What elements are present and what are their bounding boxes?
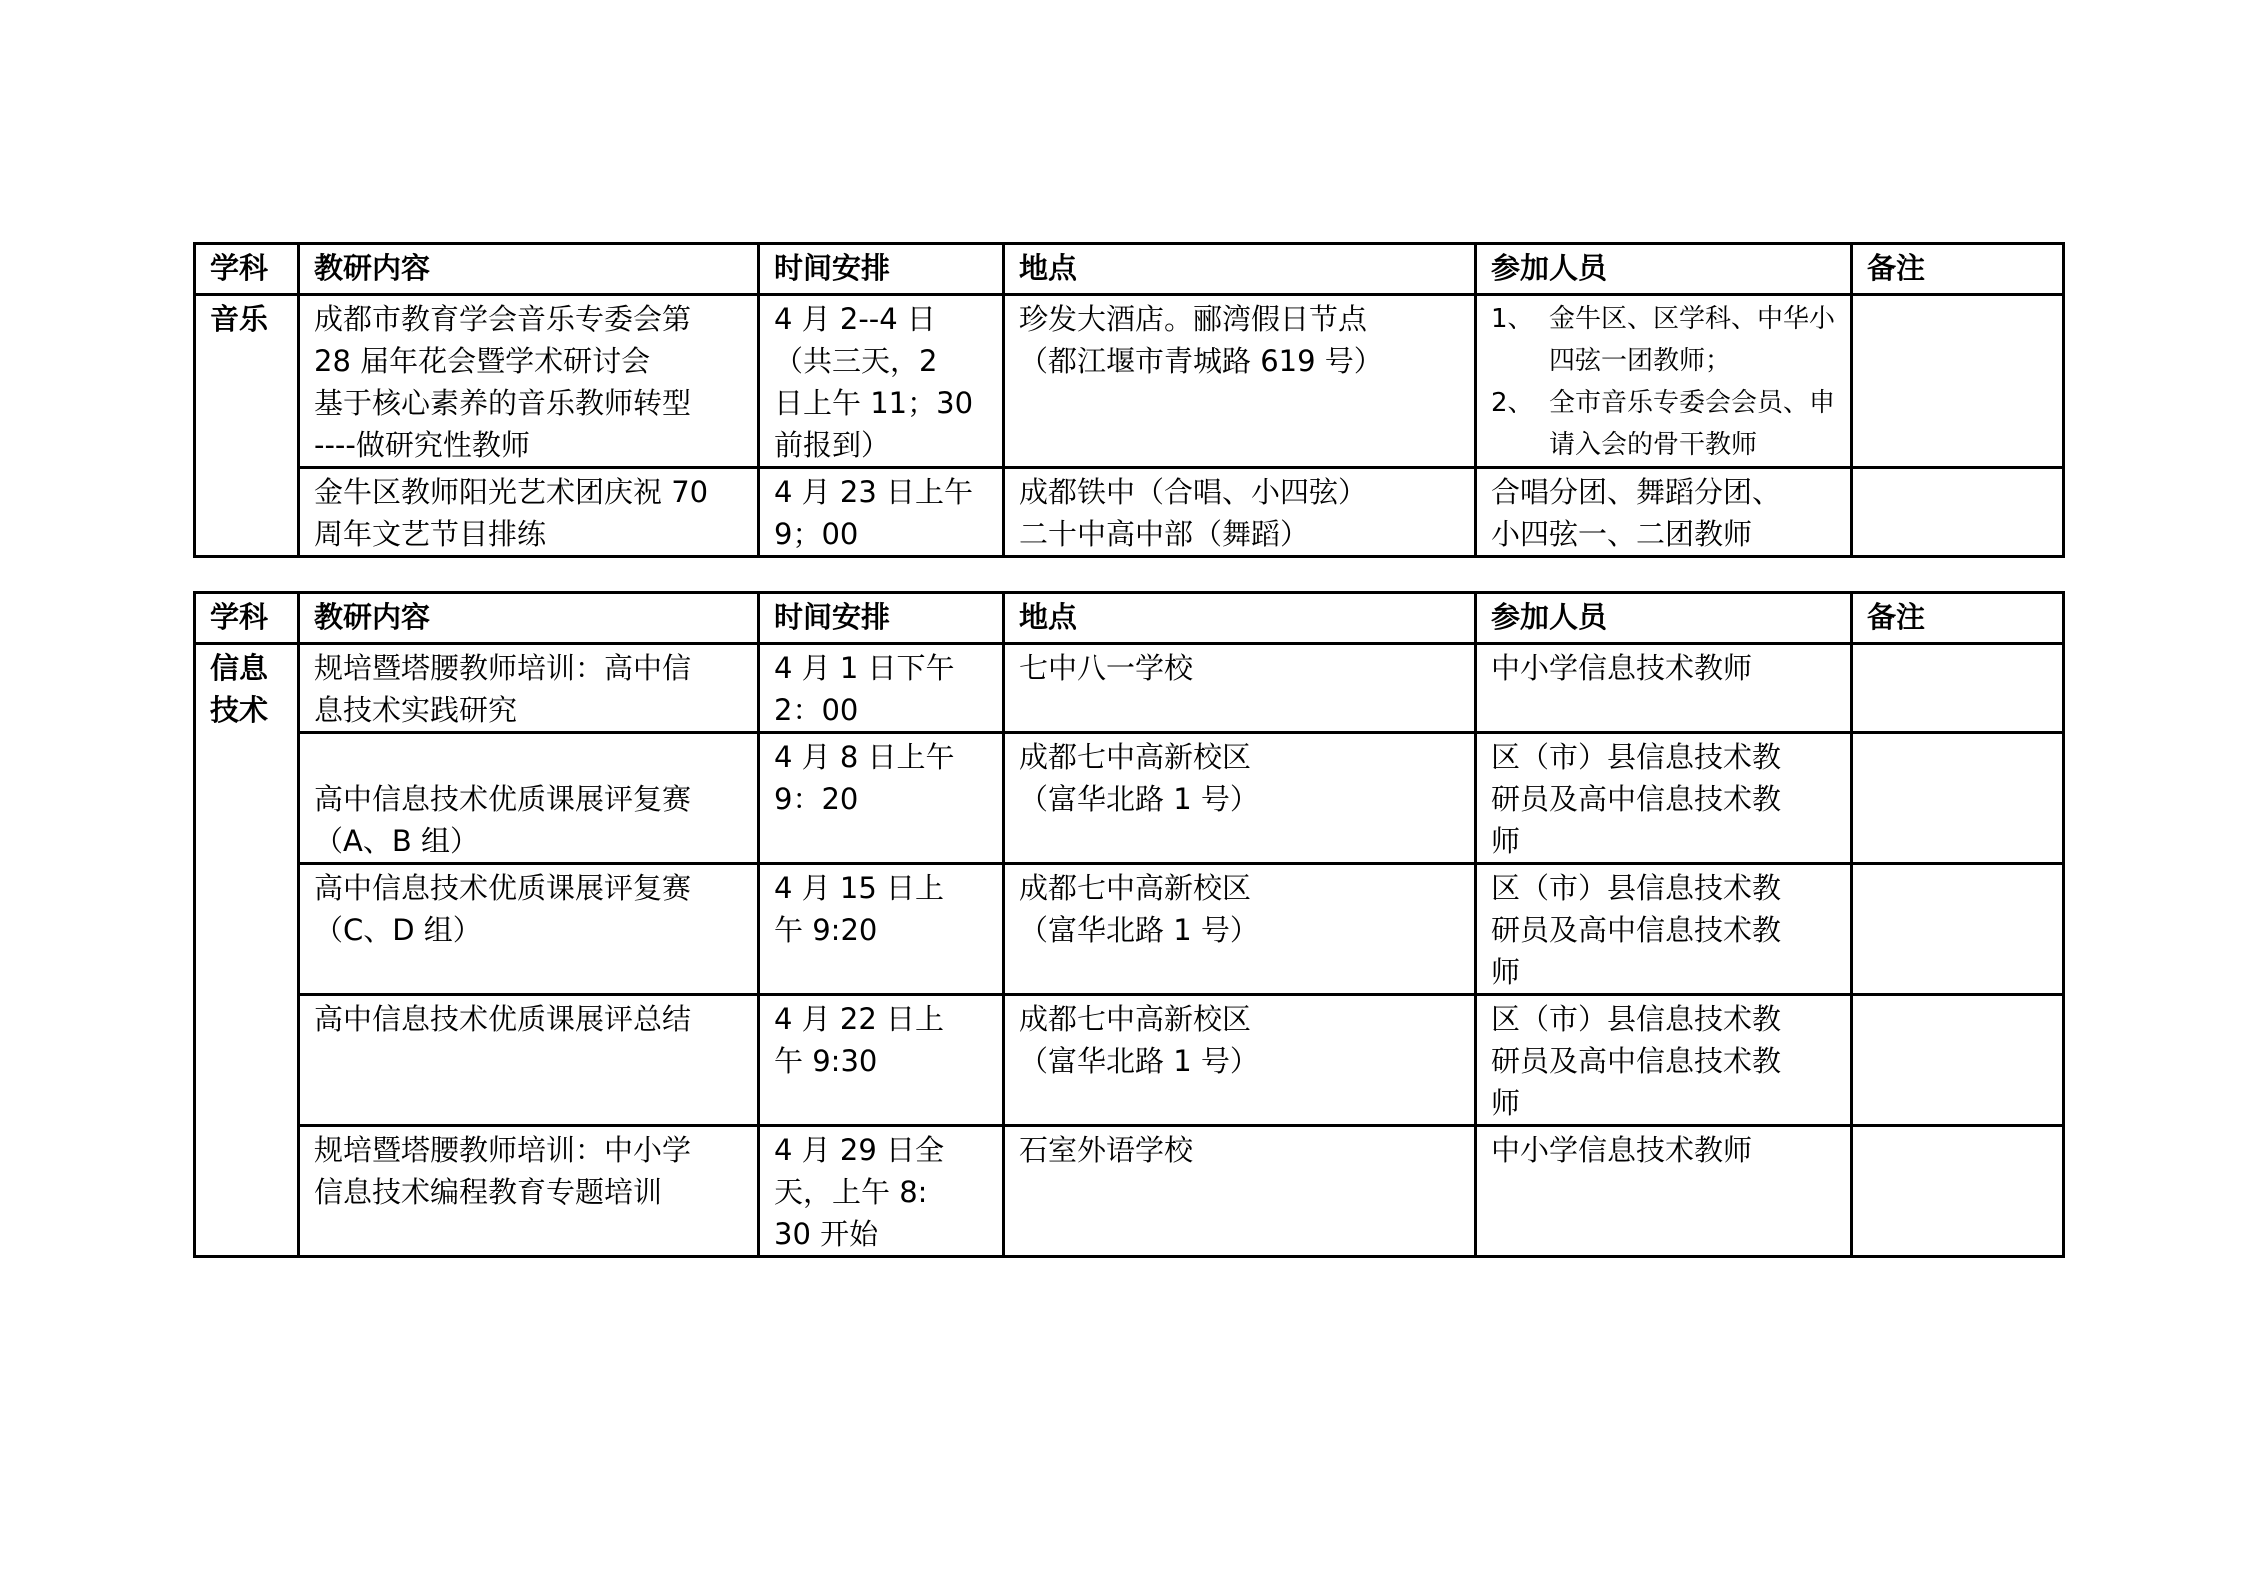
time-line: 4 月 23 日上午 [774,475,974,509]
participants-line: 中小学信息技术教师 [1491,651,1753,685]
header-remarks: 备注 [1852,244,2064,295]
content-line: 金牛区教师阳光艺术团庆祝 70 [314,475,709,509]
remarks-cell [1852,644,2064,733]
header-content: 教研内容 [299,244,759,295]
place-cell [1004,733,1476,864]
remarks-cell [1852,1126,2064,1257]
content-cell [299,864,759,995]
content-cell [299,1126,759,1257]
table-row [195,644,2064,733]
participants-line: 区（市）县信息技术教 [1491,1002,1782,1036]
time-line: 天，上午 8: [774,1175,928,1209]
subject-label: 信息 [210,651,269,685]
time-cell [759,644,1004,733]
participants-cell [1476,864,1852,995]
table-row [195,733,2064,864]
item-number: 1、 [1491,304,1534,334]
content-line: 周年文艺节目排练 [314,517,547,551]
content-cell [299,733,759,864]
time-line: 9：20 [774,782,859,816]
place-line: 珍发大酒店。郦湾假日节点 [1019,302,1368,336]
time-cell [759,1126,1004,1257]
table-row [195,864,2064,995]
participants-item [1491,382,1838,466]
content-cell [299,295,759,468]
subject-label: 音乐 [210,302,269,336]
it-schedule-table [193,591,2065,1258]
place-line: （都江堰市青城路 619 号） [1019,344,1383,378]
content-line: （A、B 组） [314,824,479,858]
remarks-cell [1852,864,2064,995]
table-row [195,1126,2064,1257]
header-content: 教研内容 [299,593,759,644]
time-cell [759,995,1004,1126]
header-subject: 学科 [195,244,299,295]
participants-item [1491,298,1838,382]
content-cell [299,644,759,733]
place-line: 成都七中高新校区 [1019,871,1252,905]
time-line: 4 月 15 日上 [774,871,945,905]
content-line: 28 届年花会暨学术研讨会 [314,344,651,378]
time-line: （共三天，2 [774,344,938,378]
content-line: 息技术实践研究 [314,693,518,727]
place-line: 七中八一学校 [1019,651,1194,685]
header-participants: 参加人员 [1476,244,1852,295]
table-row [195,468,2064,557]
time-line: 日上午 11；30 [774,386,974,420]
place-cell [1004,864,1476,995]
participants-line: 中小学信息技术教师 [1491,1133,1753,1167]
participants-cell [1476,644,1852,733]
place-line: 石室外语学校 [1019,1133,1194,1167]
place-cell [1004,1126,1476,1257]
header-place: 地点 [1004,593,1476,644]
participants-line: 研员及高中信息技术教 [1491,913,1782,947]
time-cell [759,295,1004,468]
participants-line: 区（市）县信息技术教 [1491,871,1782,905]
header-place: 地点 [1004,244,1476,295]
content-line: 规培暨塔腰教师培训：中小学 [314,1133,692,1167]
participants-line: 师 [1491,1086,1521,1120]
remarks-cell [1852,995,2064,1126]
place-cell [1004,644,1476,733]
item-text: 金牛区、区学科、中华小四弦一团教师； [1549,304,1836,376]
participants-line: 合唱分团、舞蹈分团、 [1491,475,1782,509]
place-cell [1004,468,1476,557]
place-line: （富华北路 1 号） [1019,1044,1259,1078]
place-cell [1004,295,1476,468]
participants-cell [1476,468,1852,557]
time-line: 4 月 29 日全 [774,1133,945,1167]
place-line: 成都铁中（合唱、小四弦） [1019,475,1368,509]
time-line: 30 开始 [774,1217,879,1251]
table-header-row [195,593,2064,644]
time-line: 前报到） [774,428,891,462]
time-line: 9；00 [774,517,859,551]
time-line: 午 9:20 [774,913,878,947]
content-line: 成都市教育学会音乐专委会第 [314,302,692,336]
header-remarks: 备注 [1852,593,2064,644]
participants-cell [1476,733,1852,864]
participants-line: 研员及高中信息技术教 [1491,1044,1782,1078]
remarks-cell [1852,295,2064,468]
remarks-cell [1852,733,2064,864]
participants-cell [1476,295,1852,468]
place-line: 成都七中高新校区 [1019,1002,1252,1036]
item-number: 2、 [1491,388,1534,418]
content-line: （C、D 组） [314,913,482,947]
content-line: 高中信息技术优质课展评复赛 [314,871,692,905]
participants-cell [1476,1126,1852,1257]
content-line: 信息技术编程教育专题培训 [314,1175,663,1209]
content-cell [299,468,759,557]
participants-line: 研员及高中信息技术教 [1491,782,1782,816]
place-line: 成都七中高新校区 [1019,740,1252,774]
music-schedule-table [193,242,2065,558]
time-line: 2：00 [774,693,859,727]
remarks-cell [1852,468,2064,557]
time-cell [759,468,1004,557]
header-time: 时间安排 [759,244,1004,295]
subject-label: 技术 [210,693,269,727]
time-cell [759,864,1004,995]
time-line: 4 月 1 日下午 [774,651,955,685]
participants-line: 师 [1491,824,1521,858]
content-line: ----做研究性教师 [314,428,530,462]
table-row [195,995,2064,1126]
place-cell [1004,995,1476,1126]
time-line: 午 9:30 [774,1044,878,1078]
place-line: （富华北路 1 号） [1019,782,1259,816]
subject-cell [195,644,299,1257]
time-line: 4 月 2--4 日 [774,302,936,336]
table-row [195,295,2064,468]
time-line: 4 月 22 日上 [774,1002,945,1036]
time-line: 4 月 8 日上午 [774,740,955,774]
place-line: 二十中高中部（舞蹈） [1019,517,1310,551]
table-header-row [195,244,2064,295]
content-line: 高中信息技术优质课展评复赛 [314,782,692,816]
participants-line: 师 [1491,955,1521,989]
place-line: （富华北路 1 号） [1019,913,1259,947]
content-line: 规培暨塔腰教师培训：高中信 [314,651,692,685]
content-line: 基于核心素养的音乐教师转型 [314,386,692,420]
content-line: 高中信息技术优质课展评总结 [314,1002,692,1036]
header-participants: 参加人员 [1476,593,1852,644]
header-time: 时间安排 [759,593,1004,644]
header-subject: 学科 [195,593,299,644]
participants-cell [1476,995,1852,1126]
time-cell [759,733,1004,864]
content-cell [299,995,759,1126]
item-text: 全市音乐专委会会员、申请入会的骨干教师 [1549,388,1836,460]
participants-line: 小四弦一、二团教师 [1491,517,1753,551]
subject-cell [195,295,299,557]
participants-line: 区（市）县信息技术教 [1491,740,1782,774]
